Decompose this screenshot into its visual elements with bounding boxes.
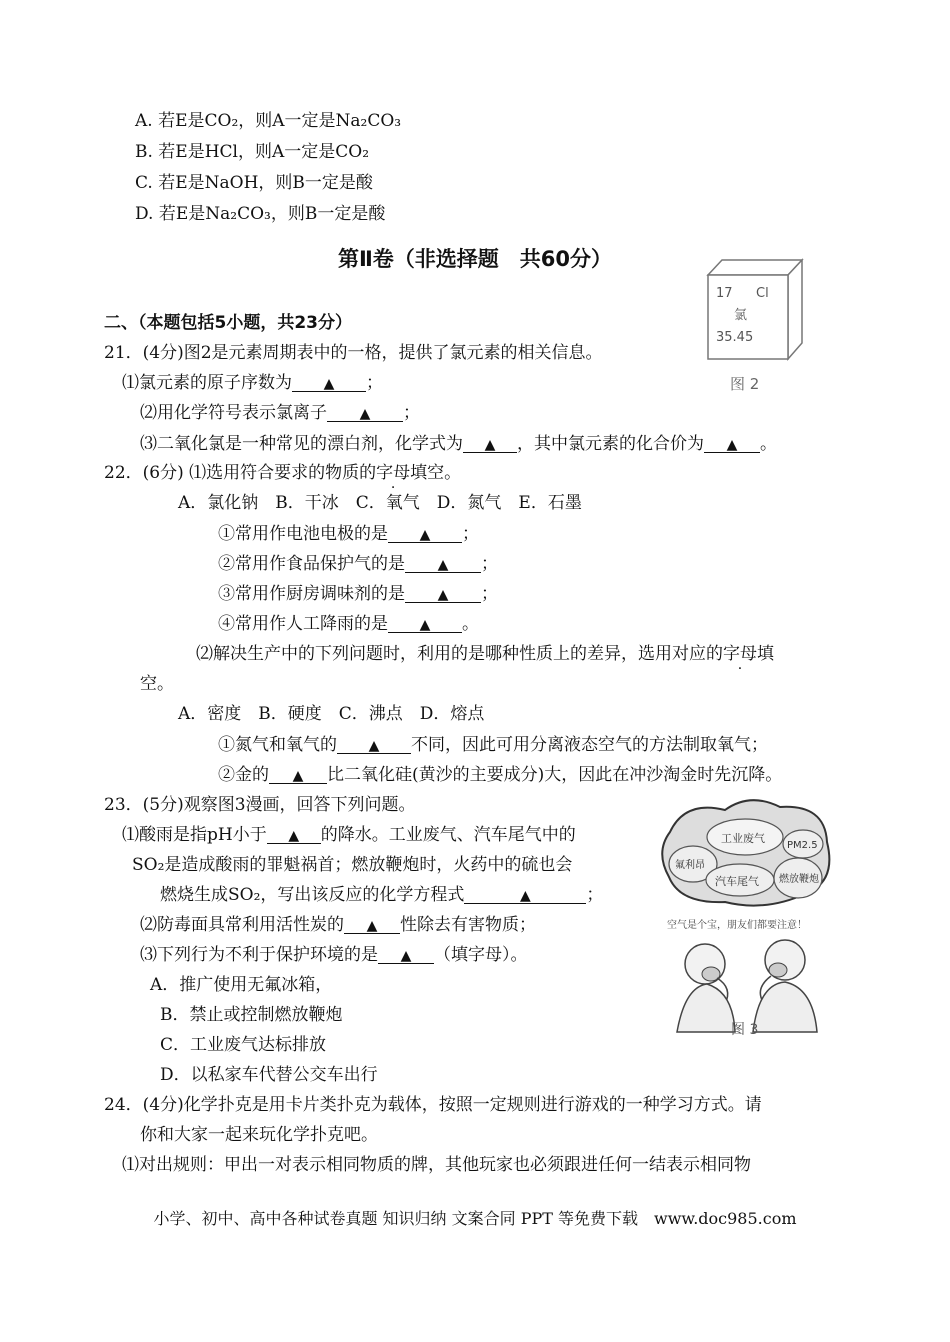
q22-choices-2: A．密度 B．硬度 C．沸点 D．熔点: [178, 704, 485, 724]
q22-item-4: ④常用作人工降雨的是 ▲ 。: [218, 614, 479, 634]
cloud-label-pm: PM2.5: [787, 840, 818, 851]
q23-option-c: C．工业废气达标排放: [160, 1035, 327, 1055]
cloud-label-freon: 氟利昂: [675, 860, 705, 871]
option-a: A. 若E是CO₂，则A一定是Na₂CO₃: [135, 111, 402, 131]
element-name: 氯: [734, 308, 748, 323]
answer-blank[interactable]: ▲: [704, 433, 760, 453]
q22-item-1: ①常用作电池电极的是 ▲ ；: [218, 524, 479, 544]
option-b: B. 若E是HCl，则A一定是CO₂: [135, 142, 370, 162]
q23-part1-line3: 燃烧生成SO₂，写出该反应的化学方程式 ▲ ；: [160, 885, 604, 905]
element-symbol: Cl: [756, 286, 769, 301]
answer-blank[interactable]: ▲: [344, 914, 400, 934]
answer-blank[interactable]: ▲: [388, 613, 462, 633]
q21-stem: 21．(4分)图2是元素周期表中的一格，提供了氯元素的相关信息。: [104, 343, 603, 363]
q23-part1-line2: SO₂是造成酸雨的罪魁祸首；燃放鞭炮时，火药中的硫也会: [132, 855, 573, 875]
figure-3-caption: 图 3: [731, 1022, 759, 1038]
q22-item-3: ③常用作厨房调味剂的是 ▲ ；: [218, 584, 498, 604]
figure-2-caption: 图 2: [730, 375, 760, 393]
element-mass: 35.45: [716, 330, 754, 345]
q24-line3: ⑴对出规则：甲出一对表示相同物质的牌，其他玩家也必须跟进任何一结表示相同物: [122, 1155, 751, 1175]
answer-blank[interactable]: ▲: [388, 523, 462, 543]
option-d: D. 若E是Na₂CO₃，则B一定是酸: [135, 204, 386, 224]
q23-option-b: B．禁止或控制燃放鞭炮: [160, 1005, 343, 1025]
answer-blank[interactable]: ▲: [405, 553, 481, 573]
q22-part2-stem: ⑵解决生产中的下列问题时，利用的是哪种性质上的差异，选用对应的字母填: [196, 644, 774, 664]
q22-part2-item-2: ②金的 ▲ 比二氧化硅(黄沙的主要成分)大，因此在冲沙淘金时先沉降。: [218, 765, 783, 785]
q24-line2: 你和大家一起来玩化学扑克吧。: [140, 1125, 378, 1145]
element-cell-figure: [700, 255, 810, 400]
cloud-label-industrial: 工业废气: [721, 832, 765, 845]
element-number: 17: [716, 286, 733, 301]
q23-part1-line1: ⑴酸雨是指pH小于 ▲ 的降水。工业废气、汽车尾气中的: [122, 825, 576, 845]
q21-part1: ⑴氯元素的原子序数为 ▲ ；: [122, 373, 383, 393]
answer-blank[interactable]: ▲: [267, 824, 321, 844]
answer-blank[interactable]: ▲: [327, 402, 403, 422]
page-footer: 小学、初中、高中各种试卷真题 知识归纳 文案合同 PPT 等免费下载 www.doc985.com: [153, 1209, 797, 1228]
q24-line1: 24．(4分)化学扑克是用卡片类扑克为载体，按照一定规则进行游戏的一种学习方式。请: [104, 1095, 762, 1115]
q22-part2-cont: 空。: [140, 674, 174, 694]
q22-item-2: ②常用作食品保护气的是 ▲ ；: [218, 554, 498, 574]
cartoon-banner: 空气是个宝，朋友们都要注意！: [667, 920, 807, 931]
q23-part3: ⑶下列行为不利于保护环境的是 ▲ （填字母）。: [140, 945, 528, 965]
q22-stem: 22．(6分) ⑴选用符合要求的物质的字母填空。: [104, 463, 462, 483]
answer-blank[interactable]: ▲: [464, 884, 586, 904]
q21-part2: ⑵用化学符号表示氯离子 ▲ ；: [140, 403, 420, 423]
q23-stem: 23．(5分)观察图3漫画，回答下列问题。: [104, 795, 416, 815]
answer-blank[interactable]: ▲: [405, 583, 481, 603]
section-title: 第Ⅱ卷（非选择题 共60分）: [337, 247, 613, 271]
answer-blank[interactable]: ▲: [337, 734, 411, 754]
cloud-label-firecracker: 燃放鞭炮: [779, 874, 819, 885]
q21-part3: ⑶二氧化氯是一种常见的漂白剂，化学式为 ▲ ，其中氯元素的化合价为 ▲ 。: [140, 434, 777, 454]
q22-choices-1: A．氯化钠 B．干冰 C．氧气 D．氮气 E．石墨: [178, 493, 582, 513]
pollution-cartoon-figure: [655, 792, 840, 1042]
answer-blank[interactable]: ▲: [269, 764, 327, 784]
q23-part2: ⑵防毒面具常利用活性炭的 ▲ 性除去有害物质；: [140, 915, 536, 935]
answer-blank[interactable]: ▲: [292, 372, 366, 392]
q23-option-a: A．推广使用无氟冰箱，: [150, 975, 333, 995]
answer-blank[interactable]: ▲: [378, 944, 434, 964]
q23-option-d: D．以私家车代替公交车出行: [160, 1065, 378, 1085]
cloud-label-exhaust: 汽车尾气: [715, 875, 759, 888]
answer-blank[interactable]: ▲: [463, 433, 517, 453]
option-c: C. 若E是NaOH，则B一定是酸: [135, 173, 373, 193]
section-header: 二、（本题包括5小题，共23分）: [104, 313, 352, 333]
q22-part2-item-1: ①氮气和氧气的 ▲ 不同，因此可用分离液态空气的方法制取氧气；: [218, 735, 768, 755]
